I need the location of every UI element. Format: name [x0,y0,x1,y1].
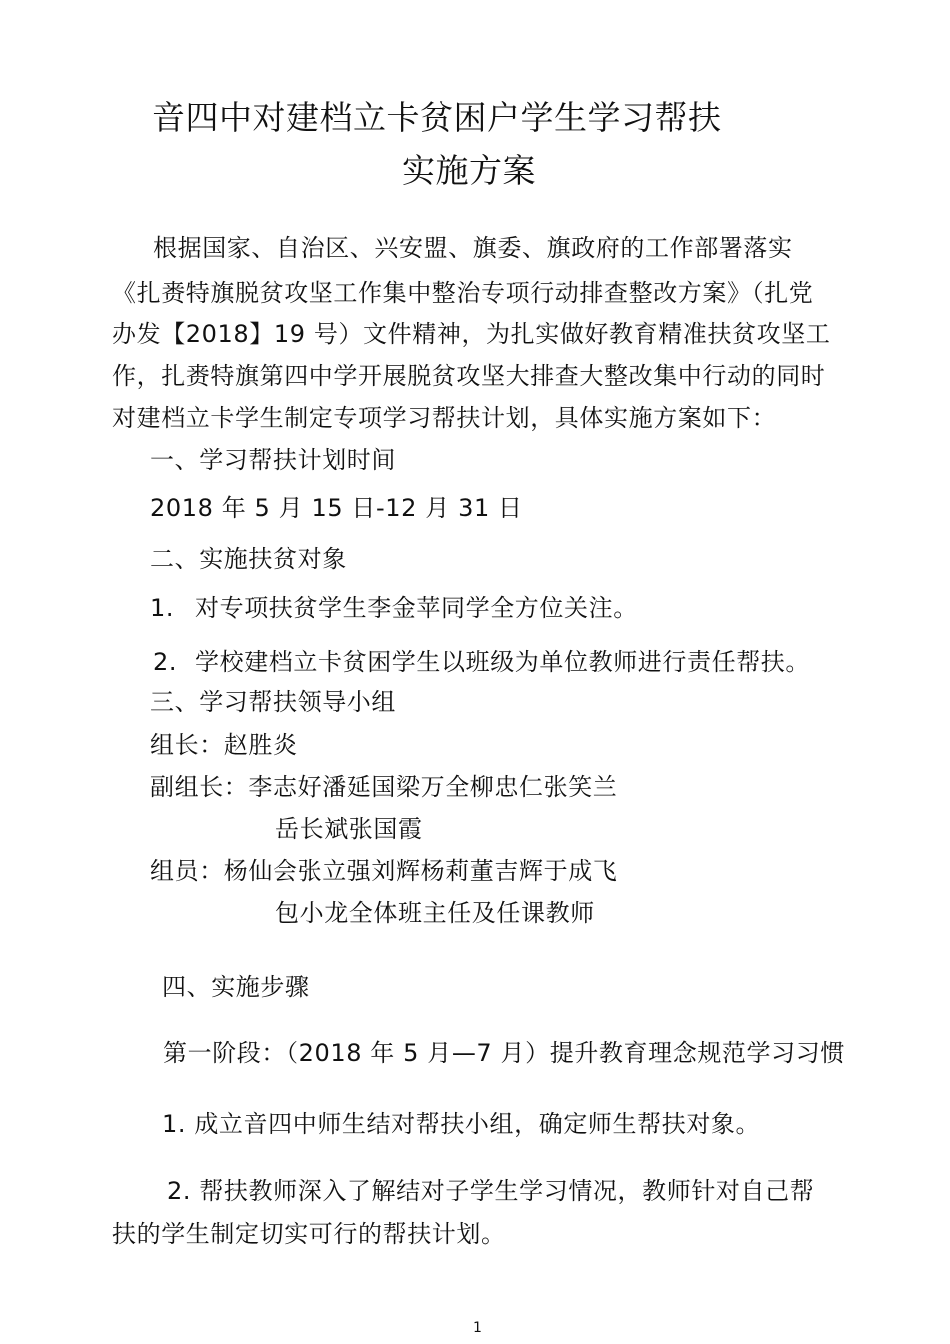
intro-line-1: 根据国家、自治区、兴安盟、旗委、旗政府的工作部署落实 [153,234,793,262]
group-members-line2: 包小龙全体班主任及任课教师 [275,899,595,927]
step1-text: 1. 成立音四中师生结对帮扶小组，确定师生帮扶对象。 [162,1110,761,1138]
section2-item1-text: 对专项扶贫学生李金苹同学全方位关注。 [195,594,638,622]
group-leader: 组长：赵胜炎 [150,731,298,759]
document-title-line2: 实施方案 [402,151,536,190]
section2-heading: 二、实施扶贫对象 [150,545,347,573]
section2-item2-number: 2. [153,648,178,676]
intro-line-5: 对建档立卡学生制定专项学习帮扶计划，具体实施方案如下： [112,404,777,432]
group-members-line1: 组员：杨仙会张立强刘辉杨莉董吉辉于成飞 [150,857,618,885]
deputy-leaders-line2: 岳长斌张国霞 [275,815,423,843]
section1-date-range: 2018 年 5 月 15 日-12 月 31 日 [150,494,523,522]
intro-line-3: 办发【2018】19 号）文件精神，为扎实做好教育精准扶贫攻坚工 [112,320,831,348]
stage1-heading: 第一阶段：（2018 年 5 月—7 月）提升教育理念规范学习习惯 [163,1039,845,1067]
step2-line2: 扶的学生制定切实可行的帮扶计划。 [112,1220,506,1248]
section2-item1-number: 1. [150,594,175,622]
section4-heading: 四、实施步骤 [162,973,310,1001]
section1-heading: 一、学习帮扶计划时间 [150,446,396,474]
step2-line1: 2. 帮扶教师深入了解结对子学生学习情况，教师针对自己帮 [167,1177,815,1205]
section3-heading: 三、学习帮扶领导小组 [150,688,396,716]
document-title-line1: 音四中对建档立卡贫困户学生学习帮扶 [152,98,722,137]
page-number: 1 [473,1320,482,1336]
deputy-leaders-line1: 副组长：李志好潘延国梁万全柳忠仁张笑兰 [150,773,618,801]
intro-line-4: 作，扎赉特旗第四中学开展脱贫攻坚大排查大整改集中行动的同时 [112,362,826,390]
intro-line-2: 《扎赉特旗脱贫攻坚工作集中整治专项行动排查整改方案》（扎党 [112,279,814,307]
section2-item2-text: 学校建档立卡贫困学生以班级为单位教师进行责任帮扶。 [195,648,810,676]
